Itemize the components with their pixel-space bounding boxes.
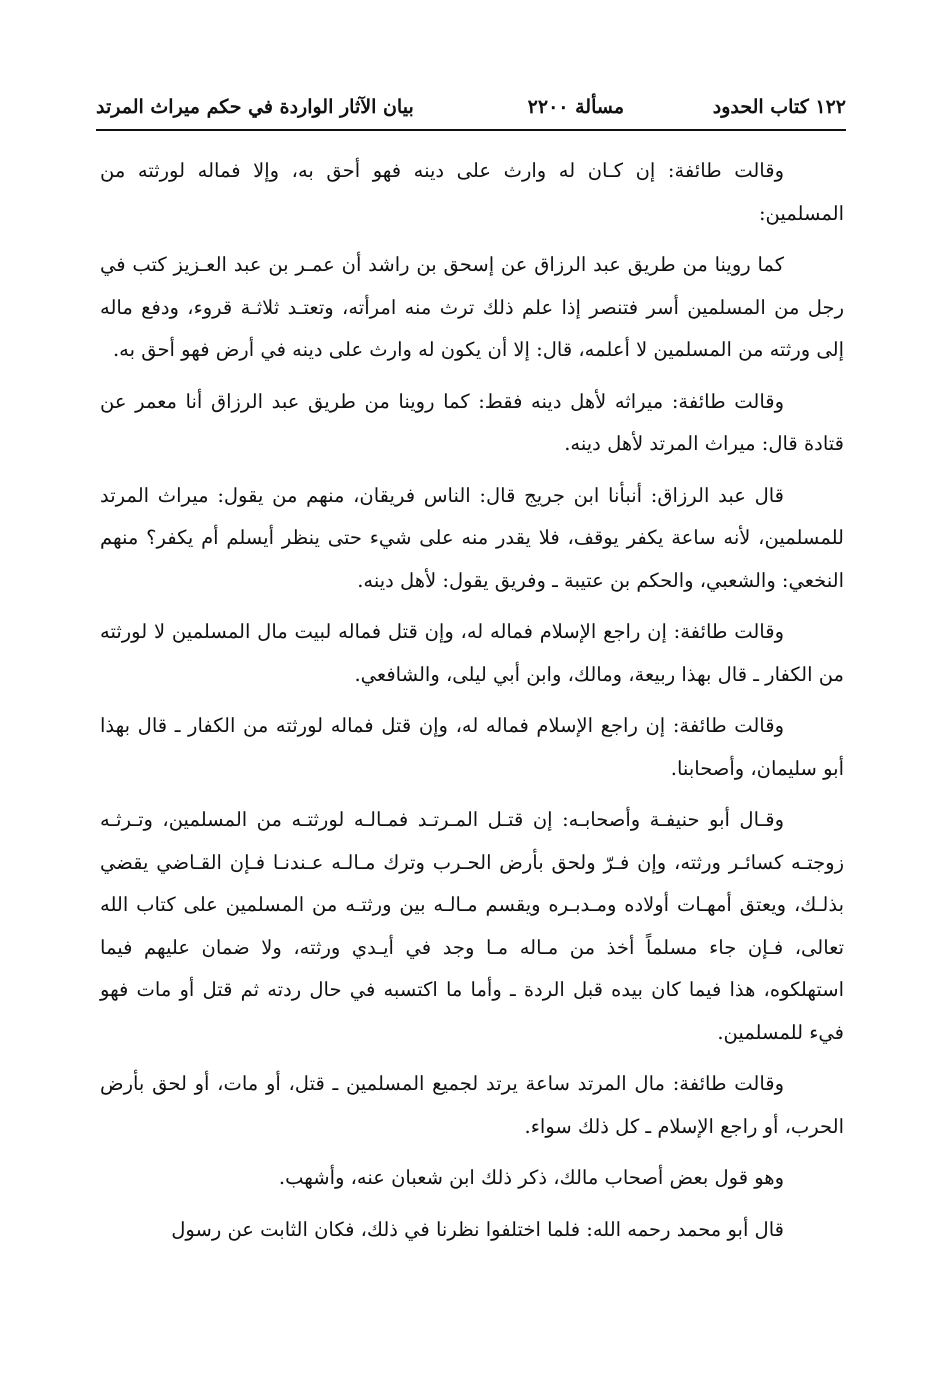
paragraph: وقالت طائفة: إن راجع الإسلام فماله له، وإن قتل فماله لورثته من الكفار ـ قال بهذا أبو سليمان، وأصحابنا. [100, 714, 844, 780]
paragraph: وهو قول بعض أصحاب مالك، ذكر ذلك ابن شعبان عنه، وأشهب. [278, 1166, 784, 1189]
paragraph: كما روينا من طريق عبد الرزاق عن إسحق بن راشد أن عمـر بن عبد العـزيز كتب في رجل من المسلمين أسر فتنصر إذا علم ذلك ترث منه امرأته، وتعتـد ثلاثـة قروء، ودفع ماله إلى ورثته من المسلمين لا أعلمه، قال: إلا أن يكون له وارث على دينه في أرض فهو أحق به. [100, 253, 844, 361]
paragraph: قال عبد الرزاق: أنبأنا ابن جريج قال: الناس فريقان، منهم من يقول: ميراث المرتد للمسلمين، لأنه ساعة يكفر يوقف، فلا يقدر منه على شيء حتى ينظر أيسلم أم يكفر؟ منهم النخعي: والشعبي، والحكم بن عتيبة ـ وفريق يقول: لأهل دينه. [100, 483, 844, 592]
paragraph: وقالت طائفة: ميراثه لأهل دينه فقط: كما روينا من طريق عبد الرزاق أنا معمر عن قتادة قال: ميراث المرتد لأهل دينه. [100, 389, 844, 455]
chapter-title: بيان الآثار الواردة في حكم ميراث المرتد [96, 96, 414, 118]
running-header [96, 90, 846, 126]
paragraph: وقالت طائفة: إن كـان له وارث على دينه فهو أحق به، وإلا فماله لورثته من المسلمين: [100, 159, 844, 225]
page-number-and-book-title: ١٢٢ كتاب الحدود [712, 96, 846, 118]
paragraph: وقالت طائفة: إن راجع الإسلام فماله له، وإن قتل فماله لبيت مال المسلمين لا لورثته من الكفار ـ قال بهذا ربيعة، ومالك، وابن أبي ليلى، والشافعي. [100, 620, 844, 686]
paragraph: وقـال أبو حنيفـة وأصحابـه: إن قتـل المـرتـد فمـالـه لورثتـه من المسلمين، وتـرثـه زوجتـه كسائـر ورثته، وإن فـرّ ولحق بأرض الحـرب وترك مـالـه عـندنـا فـإن القـاضي يقضي بذلـك، ويعتق أمهـات أولاده ومـدبـره ويقسم مـالـه بين ورثتـه من المسلمين على كتاب الله تعالى، فـإن جاء مسلماً أخذ من مـاله مـا وجد في أيـدي ورثته، ولا ضمان عليهم فيما استهلكوه، هذا فيما كان بيده قبل الردة ـ وأما ما اكتسبه في حال ردته ثم قتل أو مات فهو فيء للمسلمين. [100, 808, 844, 1044]
paragraph: وقالت طائفة: مال المرتد ساعة يرتد لجميع المسلمين ـ قتل، أو مات، أو لحق بأرض الحرب، أو راجع الإسلام ـ كل ذلك سواء. [100, 1072, 844, 1138]
body-text [100, 150, 844, 1251]
paragraph: قال أبو محمد رحمه الله: فلما اختلفوا نظرنا في ذلك، فكان الثابت عن رسول [171, 1217, 784, 1241]
header-rule [96, 129, 846, 131]
issue-number: مسألة ٢٢٠٠ [527, 96, 624, 118]
